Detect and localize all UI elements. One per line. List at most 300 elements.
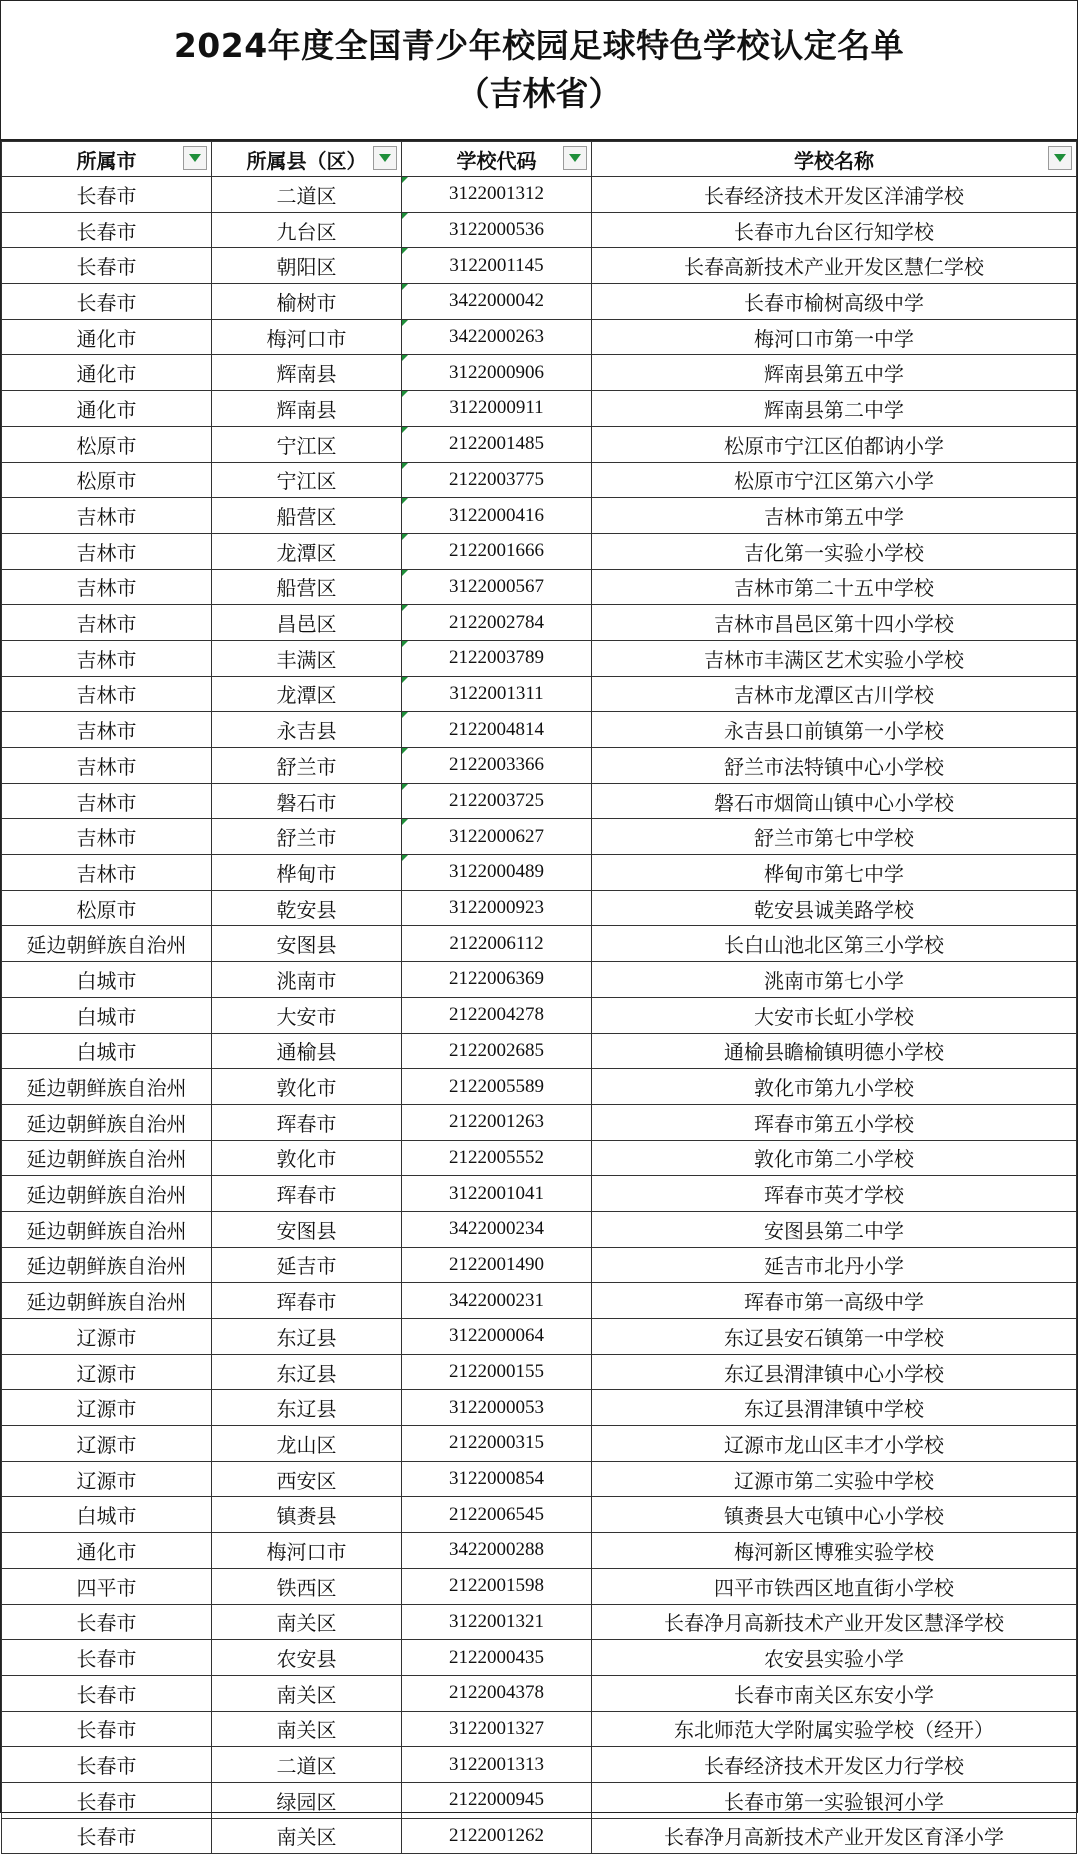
- table-row: [2, 1247, 1077, 1283]
- cell-note-indicator-icon: [402, 677, 408, 683]
- city-cell[interactable]: [2, 1211, 212, 1247]
- county-cell[interactable]: [212, 391, 402, 427]
- school-name-cell-text: 安图县第二中学: [764, 1218, 904, 1243]
- code-cell[interactable]: [402, 1818, 592, 1854]
- county-cell-text: 南关区: [276, 1611, 337, 1636]
- school-name-cell[interactable]: [592, 212, 1077, 248]
- table-body: [2, 177, 1077, 1854]
- filter-dropdown-icon[interactable]: [563, 146, 587, 170]
- city-cell[interactable]: [2, 1818, 212, 1854]
- city-cell[interactable]: [2, 1640, 212, 1676]
- city-cell[interactable]: [2, 569, 212, 605]
- county-cell[interactable]: [212, 355, 402, 391]
- school-name-cell-text: 吉林市丰满区艺术实验小学校: [704, 647, 964, 672]
- city-cell[interactable]: [2, 1568, 212, 1604]
- school-name-cell-text: 通榆县瞻榆镇明德小学校: [724, 1040, 944, 1065]
- code-cell[interactable]: [402, 1354, 592, 1390]
- county-cell[interactable]: [212, 997, 402, 1033]
- school-name-cell[interactable]: [592, 426, 1077, 462]
- county-cell[interactable]: [212, 890, 402, 926]
- city-cell[interactable]: [2, 1782, 212, 1818]
- school-name-cell[interactable]: [592, 962, 1077, 998]
- header-city-label: 所属市: [76, 148, 137, 173]
- code-cell[interactable]: [402, 1782, 592, 1818]
- city-cell[interactable]: [2, 1069, 212, 1105]
- county-cell[interactable]: [212, 855, 402, 891]
- county-cell[interactable]: [212, 819, 402, 855]
- county-cell[interactable]: [212, 1140, 402, 1176]
- city-cell-text: 吉林市: [76, 576, 137, 601]
- city-cell[interactable]: [2, 355, 212, 391]
- code-cell[interactable]: [402, 1461, 592, 1497]
- city-cell-text: 长春市: [76, 1754, 137, 1779]
- city-cell[interactable]: [2, 962, 212, 998]
- county-cell[interactable]: [212, 1497, 402, 1533]
- code-cell[interactable]: [402, 1640, 592, 1676]
- school-name-cell[interactable]: [592, 177, 1077, 213]
- school-name-cell[interactable]: [592, 1640, 1077, 1676]
- city-cell[interactable]: [2, 1461, 212, 1497]
- table-row: [2, 748, 1077, 784]
- code-cell-text: 3122000911: [449, 397, 544, 419]
- code-cell[interactable]: [402, 1711, 592, 1747]
- county-cell[interactable]: [212, 1604, 402, 1640]
- code-cell[interactable]: [402, 1176, 592, 1212]
- county-cell[interactable]: [212, 1640, 402, 1676]
- school-name-cell[interactable]: [592, 605, 1077, 641]
- county-cell[interactable]: [212, 212, 402, 248]
- school-name-cell[interactable]: [592, 1497, 1077, 1533]
- cell-note-indicator-icon: [402, 819, 408, 825]
- city-cell[interactable]: [2, 1497, 212, 1533]
- school-name-cell[interactable]: [592, 783, 1077, 819]
- school-name-cell[interactable]: [592, 498, 1077, 534]
- city-cell[interactable]: [2, 1247, 212, 1283]
- cell-note-indicator-icon: [402, 605, 408, 611]
- code-cell[interactable]: [402, 462, 592, 498]
- code-cell-text: 2122005552: [449, 1146, 544, 1168]
- school-name-cell-text: 吉林市第二十五中学校: [734, 576, 934, 601]
- county-cell-text: 辉南县: [276, 397, 337, 422]
- code-cell[interactable]: [402, 926, 592, 962]
- code-cell[interactable]: [402, 1568, 592, 1604]
- school-name-cell[interactable]: [592, 1033, 1077, 1069]
- school-name-cell-text: 四平市铁西区地直街小学校: [714, 1575, 954, 1600]
- school-name-cell[interactable]: [592, 1176, 1077, 1212]
- county-cell-text: 西安区: [276, 1468, 337, 1493]
- city-cell[interactable]: [2, 819, 212, 855]
- city-cell[interactable]: [2, 1033, 212, 1069]
- code-cell[interactable]: [402, 855, 592, 891]
- code-cell[interactable]: [402, 498, 592, 534]
- city-cell[interactable]: [2, 1104, 212, 1140]
- school-name-cell[interactable]: [592, 1283, 1077, 1319]
- county-cell[interactable]: [212, 712, 402, 748]
- city-cell[interactable]: [2, 855, 212, 891]
- cell-note-indicator-icon: [402, 570, 408, 576]
- table-row: [2, 1283, 1077, 1319]
- city-cell-text: 长春市: [76, 1825, 137, 1850]
- table-row: [2, 355, 1077, 391]
- city-cell[interactable]: [2, 1354, 212, 1390]
- school-name-cell[interactable]: [592, 462, 1077, 498]
- city-cell-text: 延边朝鲜族自治州: [26, 1254, 187, 1279]
- city-cell[interactable]: [2, 1426, 212, 1462]
- county-cell[interactable]: [212, 605, 402, 641]
- code-cell[interactable]: [402, 890, 592, 926]
- school-name-cell[interactable]: [592, 819, 1077, 855]
- city-cell[interactable]: [2, 1747, 212, 1783]
- school-name-cell[interactable]: [592, 1069, 1077, 1105]
- city-cell[interactable]: [2, 783, 212, 819]
- code-cell[interactable]: [402, 748, 592, 784]
- code-cell-text: 3122000536: [449, 219, 544, 241]
- city-cell-text: 通化市: [76, 362, 137, 387]
- county-cell[interactable]: [212, 1354, 402, 1390]
- city-cell[interactable]: [2, 1604, 212, 1640]
- table-row: [2, 248, 1077, 284]
- school-name-cell-text: 敦化市第二小学校: [754, 1147, 914, 1172]
- table-row: [2, 890, 1077, 926]
- school-name-cell[interactable]: [592, 1140, 1077, 1176]
- school-name-cell-text: 长春市榆树高级中学: [744, 290, 924, 315]
- code-cell[interactable]: [402, 962, 592, 998]
- code-cell[interactable]: [402, 1319, 592, 1355]
- county-cell[interactable]: [212, 1461, 402, 1497]
- table-row: [2, 783, 1077, 819]
- city-cell-text: 白城市: [76, 1504, 137, 1529]
- table-row: [2, 426, 1077, 462]
- school-name-cell-text: 珲春市第一高级中学: [744, 1290, 924, 1315]
- county-cell[interactable]: [212, 1533, 402, 1569]
- city-cell[interactable]: [2, 1140, 212, 1176]
- city-cell-text: 辽源市: [76, 1432, 137, 1457]
- city-cell-text: 延边朝鲜族自治州: [26, 1218, 187, 1243]
- school-name-cell[interactable]: [592, 1747, 1077, 1783]
- city-cell[interactable]: [2, 1533, 212, 1569]
- county-cell-text: 桦甸市: [276, 861, 337, 886]
- school-name-cell-text: 桦甸市第七中学: [764, 861, 904, 886]
- table-row: [2, 1069, 1077, 1105]
- table-row: [2, 177, 1077, 213]
- city-cell[interactable]: [2, 248, 212, 284]
- code-cell[interactable]: [402, 605, 592, 641]
- county-cell[interactable]: [212, 498, 402, 534]
- school-name-cell-text: 长春市第一实验银河小学: [724, 1789, 944, 1814]
- school-name-cell-text: 敦化市第九小学校: [754, 1076, 914, 1101]
- school-name-cell[interactable]: [592, 712, 1077, 748]
- table-row: [2, 1461, 1077, 1497]
- county-cell[interactable]: [212, 177, 402, 213]
- code-cell[interactable]: [402, 533, 592, 569]
- city-cell-text: 通化市: [76, 397, 137, 422]
- cell-note-indicator-icon: [402, 534, 408, 540]
- code-cell[interactable]: [402, 248, 592, 284]
- code-cell[interactable]: [402, 1069, 592, 1105]
- city-cell-text: 延边朝鲜族自治州: [26, 1111, 187, 1136]
- cell-note-indicator-icon: [402, 248, 408, 254]
- code-cell[interactable]: [402, 426, 592, 462]
- school-name-cell[interactable]: [592, 1675, 1077, 1711]
- code-cell-text: 2122001666: [449, 540, 544, 562]
- city-cell[interactable]: [2, 177, 212, 213]
- county-cell-text: 磐石市: [276, 790, 337, 815]
- county-cell-text: 珲春市: [276, 1111, 337, 1136]
- city-cell-text: 吉林市: [76, 754, 137, 779]
- school-name-cell-text: 农安县实验小学: [764, 1647, 904, 1672]
- county-cell[interactable]: [212, 1069, 402, 1105]
- county-cell[interactable]: [212, 284, 402, 320]
- city-cell[interactable]: [2, 712, 212, 748]
- county-cell-text: 永吉县: [276, 719, 337, 744]
- county-cell[interactable]: [212, 533, 402, 569]
- school-name-cell[interactable]: [592, 1247, 1077, 1283]
- city-cell-text: 通化市: [76, 1539, 137, 1564]
- school-name-cell[interactable]: [592, 1568, 1077, 1604]
- city-cell[interactable]: [2, 498, 212, 534]
- school-name-cell[interactable]: [592, 355, 1077, 391]
- code-cell[interactable]: [402, 569, 592, 605]
- code-cell[interactable]: [402, 1140, 592, 1176]
- code-cell-text: 2122006112: [449, 932, 544, 954]
- code-cell[interactable]: [402, 1211, 592, 1247]
- city-cell[interactable]: [2, 533, 212, 569]
- city-cell[interactable]: [2, 926, 212, 962]
- code-cell[interactable]: [402, 1497, 592, 1533]
- code-cell[interactable]: [402, 640, 592, 676]
- city-cell[interactable]: [2, 426, 212, 462]
- code-cell-text: 2122001598: [449, 1575, 544, 1597]
- school-name-cell[interactable]: [592, 1211, 1077, 1247]
- filter-dropdown-icon[interactable]: [183, 146, 207, 170]
- county-cell[interactable]: [212, 1747, 402, 1783]
- city-cell[interactable]: [2, 748, 212, 784]
- school-name-cell-text: 舒兰市第七中学校: [754, 826, 914, 851]
- county-cell[interactable]: [212, 1390, 402, 1426]
- county-cell[interactable]: [212, 1319, 402, 1355]
- code-cell[interactable]: [402, 355, 592, 391]
- code-cell-text: 3122000064: [449, 1325, 544, 1347]
- cell-note-indicator-icon: [402, 712, 408, 718]
- county-cell[interactable]: [212, 640, 402, 676]
- school-name-cell[interactable]: [592, 926, 1077, 962]
- county-cell[interactable]: [212, 1711, 402, 1747]
- table-row: [2, 605, 1077, 641]
- school-name-cell[interactable]: [592, 1426, 1077, 1462]
- code-cell[interactable]: [402, 177, 592, 213]
- table-row: [2, 1533, 1077, 1569]
- county-cell-text: 舒兰市: [276, 754, 337, 779]
- city-cell[interactable]: [2, 212, 212, 248]
- county-cell-text: 宁江区: [276, 433, 337, 458]
- city-cell[interactable]: [2, 1283, 212, 1319]
- school-name-cell[interactable]: [592, 997, 1077, 1033]
- county-cell[interactable]: [212, 1782, 402, 1818]
- city-cell[interactable]: [2, 319, 212, 355]
- school-name-cell-text: 辽源市龙山区丰才小学校: [724, 1432, 944, 1457]
- school-table: [1, 141, 1077, 1854]
- school-name-cell[interactable]: [592, 1390, 1077, 1426]
- county-cell-text: 农安县: [276, 1647, 337, 1672]
- county-cell-text: 珲春市: [276, 1290, 337, 1315]
- school-name-cell[interactable]: [592, 890, 1077, 926]
- code-cell-text: 2122002784: [449, 611, 544, 633]
- school-name-cell[interactable]: [592, 1354, 1077, 1390]
- county-cell[interactable]: [212, 676, 402, 712]
- city-cell-text: 松原市: [76, 469, 137, 494]
- code-cell-text: 2122002685: [449, 1039, 544, 1061]
- county-cell-text: 敦化市: [276, 1147, 337, 1172]
- city-cell[interactable]: [2, 640, 212, 676]
- city-cell[interactable]: [2, 1711, 212, 1747]
- school-name-cell[interactable]: [592, 248, 1077, 284]
- county-cell[interactable]: [212, 1104, 402, 1140]
- code-cell[interactable]: [402, 676, 592, 712]
- county-cell-text: 丰满区: [276, 647, 337, 672]
- city-cell[interactable]: [2, 997, 212, 1033]
- code-cell[interactable]: [402, 1675, 592, 1711]
- county-cell[interactable]: [212, 319, 402, 355]
- city-cell-text: 长春市: [76, 183, 137, 208]
- code-cell[interactable]: [402, 1533, 592, 1569]
- header-row: [2, 142, 1077, 177]
- county-cell[interactable]: [212, 926, 402, 962]
- school-name-cell-text: 梅河口市第一中学: [754, 326, 914, 351]
- city-cell-text: 长春市: [76, 255, 137, 280]
- city-cell[interactable]: [2, 1319, 212, 1355]
- school-name-cell-text: 松原市宁江区伯都讷小学: [724, 433, 944, 458]
- school-name-cell[interactable]: [592, 1782, 1077, 1818]
- county-cell[interactable]: [212, 1568, 402, 1604]
- school-name-cell[interactable]: [592, 640, 1077, 676]
- county-cell[interactable]: [212, 462, 402, 498]
- county-cell[interactable]: [212, 1176, 402, 1212]
- county-cell-text: 敦化市: [276, 1076, 337, 1101]
- code-cell-text: 3122000627: [449, 825, 544, 847]
- code-cell-text: 2122001490: [449, 1253, 544, 1275]
- county-cell[interactable]: [212, 1426, 402, 1462]
- filter-dropdown-icon[interactable]: [1048, 146, 1072, 170]
- code-cell[interactable]: [402, 1283, 592, 1319]
- table-row: [2, 1176, 1077, 1212]
- school-name-cell[interactable]: [592, 855, 1077, 891]
- school-name-cell[interactable]: [592, 1461, 1077, 1497]
- code-cell[interactable]: [402, 712, 592, 748]
- code-cell[interactable]: [402, 819, 592, 855]
- code-cell[interactable]: [402, 212, 592, 248]
- county-cell[interactable]: [212, 1818, 402, 1854]
- code-cell[interactable]: [402, 1604, 592, 1640]
- code-cell[interactable]: [402, 1033, 592, 1069]
- county-cell[interactable]: [212, 426, 402, 462]
- school-name-cell[interactable]: [592, 1319, 1077, 1355]
- school-name-cell[interactable]: [592, 284, 1077, 320]
- code-cell[interactable]: [402, 997, 592, 1033]
- school-name-cell[interactable]: [592, 676, 1077, 712]
- cell-note-indicator-icon: [402, 320, 408, 326]
- code-cell[interactable]: [402, 1747, 592, 1783]
- county-cell[interactable]: [212, 1675, 402, 1711]
- city-cell[interactable]: [2, 605, 212, 641]
- school-name-cell[interactable]: [592, 1711, 1077, 1747]
- school-name-cell-text: 延吉市北丹小学: [764, 1254, 904, 1279]
- code-cell[interactable]: [402, 783, 592, 819]
- cell-note-indicator-icon: [402, 855, 408, 861]
- county-cell-text: 舒兰市: [276, 826, 337, 851]
- school-name-cell[interactable]: [592, 319, 1077, 355]
- city-cell[interactable]: [2, 1176, 212, 1212]
- school-name-cell[interactable]: [592, 748, 1077, 784]
- county-cell-text: 二道区: [276, 183, 337, 208]
- header-county-cell: [212, 142, 402, 177]
- code-cell-text: 2122001262: [449, 1824, 544, 1846]
- county-cell-text: 安图县: [276, 1218, 337, 1243]
- city-cell-text: 延边朝鲜族自治州: [26, 1290, 187, 1315]
- city-cell[interactable]: [2, 284, 212, 320]
- city-cell[interactable]: [2, 890, 212, 926]
- county-cell-text: 宁江区: [276, 469, 337, 494]
- school-name-cell[interactable]: [592, 1104, 1077, 1140]
- code-cell[interactable]: [402, 319, 592, 355]
- code-cell[interactable]: [402, 284, 592, 320]
- county-cell[interactable]: [212, 248, 402, 284]
- code-cell[interactable]: [402, 1247, 592, 1283]
- school-name-cell[interactable]: [592, 1533, 1077, 1569]
- code-cell-text: 2122003789: [449, 647, 544, 669]
- table-row: [2, 819, 1077, 855]
- city-cell[interactable]: [2, 462, 212, 498]
- table-row: [2, 997, 1077, 1033]
- school-name-cell[interactable]: [592, 533, 1077, 569]
- city-cell[interactable]: [2, 676, 212, 712]
- table-row: [2, 462, 1077, 498]
- code-cell-text: 2122003366: [449, 754, 544, 776]
- county-cell[interactable]: [212, 1247, 402, 1283]
- county-cell[interactable]: [212, 1283, 402, 1319]
- county-cell[interactable]: [212, 1211, 402, 1247]
- school-name-cell[interactable]: [592, 391, 1077, 427]
- code-cell-text: 3422000042: [449, 290, 544, 312]
- county-cell[interactable]: [212, 962, 402, 998]
- city-cell[interactable]: [2, 391, 212, 427]
- code-cell[interactable]: [402, 1104, 592, 1140]
- code-cell-text: 3122001311: [449, 682, 544, 704]
- code-cell[interactable]: [402, 1390, 592, 1426]
- school-name-cell-text: 东辽县安石镇第一中学校: [724, 1325, 944, 1350]
- code-cell-text: 3122001321: [449, 1610, 544, 1632]
- city-cell[interactable]: [2, 1675, 212, 1711]
- county-cell-text: 镇赉县: [276, 1504, 337, 1529]
- code-cell[interactable]: [402, 391, 592, 427]
- code-cell-text: 3122000489: [449, 861, 544, 883]
- county-cell[interactable]: [212, 783, 402, 819]
- code-cell[interactable]: [402, 1426, 592, 1462]
- school-name-cell[interactable]: [592, 569, 1077, 605]
- county-cell[interactable]: [212, 1033, 402, 1069]
- county-cell[interactable]: [212, 569, 402, 605]
- county-cell-text: 安图县: [276, 933, 337, 958]
- county-cell[interactable]: [212, 748, 402, 784]
- filter-dropdown-icon[interactable]: [373, 146, 397, 170]
- cell-note-indicator-icon: [402, 355, 408, 361]
- table-row: [2, 640, 1077, 676]
- school-name-cell[interactable]: [592, 1604, 1077, 1640]
- code-cell-text: 3122000567: [449, 575, 544, 597]
- school-name-cell[interactable]: [592, 1818, 1077, 1854]
- city-cell-text: 吉林市: [76, 505, 137, 530]
- county-cell-text: 龙潭区: [276, 540, 337, 565]
- city-cell[interactable]: [2, 1390, 212, 1426]
